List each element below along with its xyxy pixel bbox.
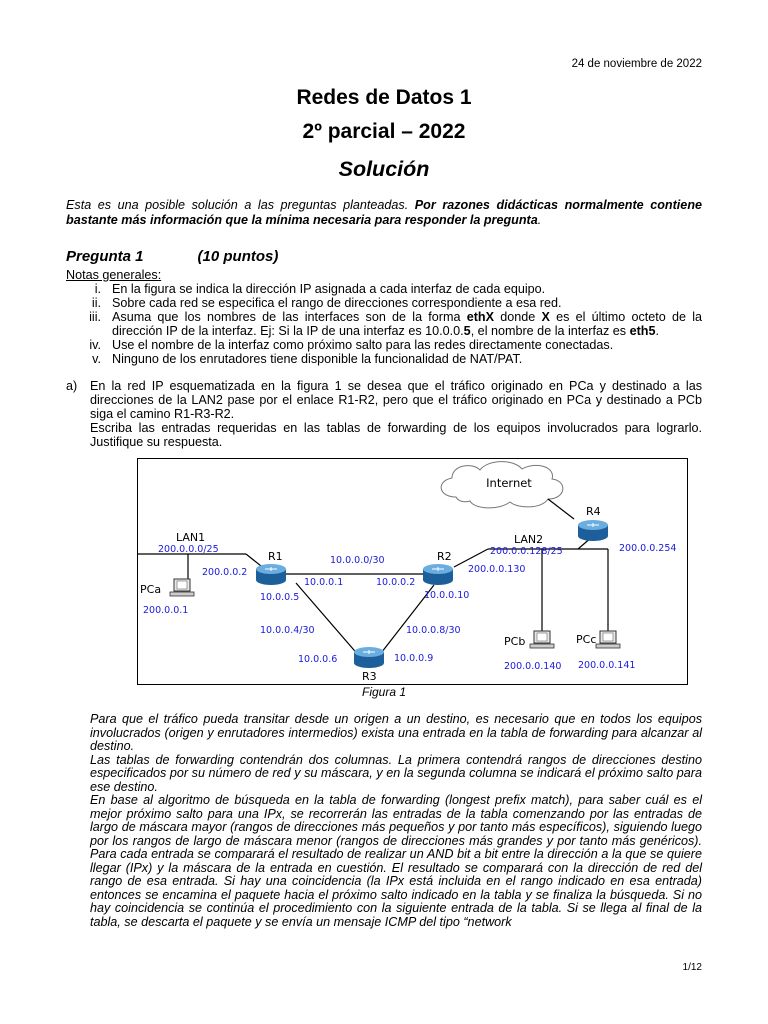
question-heading xyxy=(66,248,278,265)
r4-internet-link xyxy=(548,499,574,519)
intro-end: . xyxy=(537,212,542,227)
r2-to-r3-ip-label: 10.0.0.10 xyxy=(424,590,470,601)
r1-lan-ip-label: 200.0.0.2 xyxy=(202,567,248,578)
document-title: Solución xyxy=(338,157,430,181)
document-date: 24 de noviembre de 2022 xyxy=(571,58,702,70)
list-item xyxy=(66,310,702,338)
note-number: iii. xyxy=(89,310,101,324)
pca-computer-icon xyxy=(170,579,194,596)
figure-caption: Figura 1 xyxy=(361,685,407,699)
router-r1-icon xyxy=(256,564,286,585)
net-r2r3-label: 10.0.0.8/30 xyxy=(406,625,461,636)
pcc-computer-icon xyxy=(596,631,620,648)
router-r2-icon xyxy=(423,564,453,585)
notes-label: Notas generales: xyxy=(66,268,162,282)
answer-body xyxy=(90,713,702,929)
answer-paragraph: Para que el tráfico pueda transitar desde un origen a un destino, es necesario que en todos los equipos involucrados (origen y enrutadores intermedios) exista una entrada en la tabla de forwarding para alcanzar al destino. xyxy=(90,712,702,753)
net-r1r2-label: 10.0.0.0/30 xyxy=(330,555,385,566)
r2-label: R2 xyxy=(437,550,452,563)
intro-paragraph xyxy=(66,198,702,227)
course-title: Redes de Datos 1 xyxy=(296,86,472,109)
note-text: Sobre cada red se especifica el rango de direcciones correspondiente a esa red. xyxy=(112,296,562,310)
exam-title: 2º parcial – 2022 xyxy=(302,120,466,143)
part-a-label: a) xyxy=(66,379,78,393)
pcb-label: PCb xyxy=(504,635,526,648)
intro-emphasis: Por razones didácticas normalmente contiene bastante más información que la mínima necesaria para responder la pregunta xyxy=(66,198,703,227)
pcb-computer-icon xyxy=(530,631,554,648)
note-text: Use el nombre de la interfaz como próximo salto para las redes directamente conectadas. xyxy=(112,338,614,352)
part-a-body xyxy=(90,379,702,449)
question-points: (10 puntos) xyxy=(197,248,279,265)
note-text: Asuma que los nombres de las interfaces son de la forma ethX donde X es el último octeto de la dirección IP de la interfaz. Ej: Si la IP de una interfaz es 10.0.0.5, el nombre de la interfaz es eth5. xyxy=(112,310,702,338)
r3-to-r1-ip-label: 10.0.0.6 xyxy=(298,654,338,665)
pca-label: PCa xyxy=(140,583,162,596)
r4-lan-ip-label: 200.0.0.254 xyxy=(619,543,677,554)
list-item xyxy=(66,352,702,366)
lan1-net-label: 200.0.0.0/25 xyxy=(158,544,219,555)
internet-label: Internet xyxy=(486,476,532,490)
pcc-label: PCc xyxy=(576,633,597,646)
list-item xyxy=(66,282,702,296)
answer-paragraph: En base al algoritmo de búsqueda en la tabla de forwarding (longest prefix match), para saber cuál es el mejor próximo salto para una IPx, se recorrerán las entradas de la tabla comenzando por las entradas de largo de máscara mayor (rangos de direcciones más pequeños y por tanto más específicos), siguiendo luego por los rangos de largo de máscara menor (rangos de direcciones más grandes y por tanto más genéricos). Para cada entrada se comparará el resultado de realizar un AND bit a bit entre la dirección a la que se quiere llegar (IPx) y la máscara de la entrada en cuestión. El resultado se comparará con la dirección de red del rango de esa entrada. Si hay una coincidencia (la IPx está incluida en el rango indicado en esa entrada) entonces se encamina el paquete hacia el próximo salto indicado en la tabla y se finaliza la búsqueda. Si no hay coincidencia se continúa el procedimiento con la siguiente entrada de la tabla. Si se llega al final de la tabla, se descarta el paquete y se envía un mensaje ICMP del tipo “network xyxy=(90,793,702,929)
part-a-statement: En la red IP esquematizada en la figura 1 se desea que el tráfico originado en PCa y destinado a las direcciones de la LAN2 pase por el enlace R1-R2, pero que el tráfico originado en PCa y destinado a PCb siga el camino R1-R3-R2. xyxy=(90,379,702,421)
notes-list xyxy=(66,282,702,366)
network-figure xyxy=(137,458,688,685)
note-text: En la figura se indica la dirección IP asignada a cada interfaz de cada equipo. xyxy=(112,282,546,296)
r3-label: R3 xyxy=(362,670,377,683)
intro-text: Esta es una posible solución a las preguntas planteadas. xyxy=(66,198,415,212)
r2-to-r1-ip-label: 10.0.0.2 xyxy=(376,577,416,588)
r3-to-r2-ip-label: 10.0.0.9 xyxy=(394,653,434,664)
r1-label: R1 xyxy=(268,550,283,563)
note-number: v. xyxy=(92,352,101,366)
r4-label: R4 xyxy=(586,505,601,518)
lan2-net-label: 200.0.0.128/25 xyxy=(490,546,563,557)
list-item xyxy=(66,338,702,352)
net-r1r3-label: 10.0.0.4/30 xyxy=(260,625,315,636)
note-number: ii. xyxy=(91,296,101,310)
part-a xyxy=(66,379,702,449)
r1-to-r2-ip-label: 10.0.0.1 xyxy=(304,577,344,588)
pcc-ip-label: 200.0.0.141 xyxy=(578,660,636,671)
lan1-label: LAN1 xyxy=(176,531,206,544)
pca-ip-label: 200.0.0.1 xyxy=(143,605,189,616)
list-item xyxy=(66,296,702,310)
lan2-label: LAN2 xyxy=(514,533,544,546)
r1-r3-link xyxy=(296,583,360,657)
network-diagram xyxy=(138,459,687,684)
router-r4-icon xyxy=(578,520,608,541)
part-a-task: Escriba las entradas requeridas en las tablas de forwarding de los equipos involucrados para lograrlo. Justifique su respuesta. xyxy=(90,421,702,449)
router-r3-icon xyxy=(354,647,384,668)
r2-lan-ip-label: 200.0.0.130 xyxy=(468,564,526,575)
r1-to-r3-ip-label: 10.0.0.5 xyxy=(260,592,300,603)
note-number: iv. xyxy=(89,338,101,352)
question-title: Pregunta 1 xyxy=(66,248,144,265)
pcb-ip-label: 200.0.0.140 xyxy=(504,661,562,672)
answer-paragraph: Las tablas de forwarding contendrán dos columnas. La primera contendrá rangos de direcciones destino especificados por su número de red y su máscara, y en la segunda columna se indicará el próximo salto para ese destino. xyxy=(90,752,702,794)
page-number: 1/12 xyxy=(682,962,702,973)
note-text: Ninguno de los enrutadores tiene disponible la funcionalidad de NAT/PAT. xyxy=(112,352,523,366)
note-number: i. xyxy=(94,282,101,296)
